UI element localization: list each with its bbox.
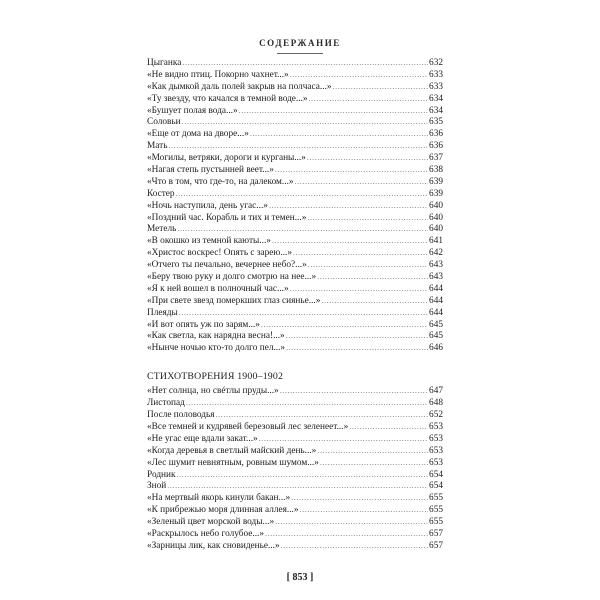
toc-entry <box>147 504 443 516</box>
dot-leader <box>182 116 428 128</box>
dot-leader <box>272 235 428 247</box>
entry-page: 640 <box>429 200 443 211</box>
entry-title: После половодья <box>147 410 215 421</box>
entry-title: «Когда деревья в светлый майский день...» <box>147 445 317 456</box>
entry-title: «Беру твою руку и долго смотрю на нее...» <box>147 272 317 283</box>
toc-entry <box>147 307 443 319</box>
dot-leader <box>177 223 428 235</box>
dot-leader <box>250 128 428 140</box>
toc-entry <box>147 235 443 247</box>
dot-leader <box>293 247 428 259</box>
toc-entry <box>147 200 443 212</box>
entry-page: 654 <box>429 469 443 480</box>
dot-leader <box>290 69 428 81</box>
toc-entry <box>147 457 443 469</box>
entry-page: 647 <box>429 386 443 397</box>
entry-page: 657 <box>429 528 443 539</box>
entry-title: «Зарницы лик, как сновиденье...» <box>147 540 280 551</box>
entry-page: 645 <box>429 319 443 330</box>
entry-title: «К прибрежью моря длинная аллея...» <box>147 505 299 516</box>
toc-list-1 <box>147 57 443 354</box>
toc-entry <box>147 540 443 552</box>
toc-entry <box>147 93 443 105</box>
entry-title: «Что в том, что где-то, на далеком...» <box>147 176 294 187</box>
entry-page: 655 <box>429 493 443 504</box>
entry-title: Костер <box>147 188 175 199</box>
dot-leader <box>177 469 429 481</box>
entry-page: 636 <box>429 129 443 140</box>
entry-page: 657 <box>429 540 443 551</box>
entry-title: «Как дымкой даль полей закрыв на полчаса...» <box>147 81 332 92</box>
entry-page: 635 <box>429 117 443 128</box>
dot-leader <box>281 540 428 552</box>
entry-page: 637 <box>429 153 443 164</box>
dot-leader <box>290 283 428 295</box>
entry-title: Цыганка <box>147 58 182 68</box>
dot-leader <box>286 330 428 342</box>
toc-entry <box>147 397 443 409</box>
toc-entry <box>147 247 443 259</box>
dot-leader <box>182 57 428 69</box>
entry-title: «Ту звезду, что качался в темной воде...» <box>147 93 308 104</box>
entry-page: 654 <box>429 481 443 492</box>
toc-entry <box>147 433 443 445</box>
dot-leader <box>320 457 428 469</box>
entry-title: «Могилы, ветряки, дороги и курганы...» <box>147 153 306 164</box>
toc-entry <box>147 164 443 176</box>
toc-entry <box>147 212 443 224</box>
toc-entry <box>147 342 443 354</box>
entry-page: 653 <box>429 457 443 468</box>
dot-leader <box>179 307 428 319</box>
toc-list-2 <box>147 385 443 551</box>
entry-title: Родник <box>147 469 176 480</box>
entry-page: 645 <box>429 331 443 342</box>
toc-entry <box>147 140 443 152</box>
toc-entry <box>147 409 443 421</box>
dot-leader <box>300 504 429 516</box>
dot-leader <box>186 397 428 409</box>
entry-page: 633 <box>429 81 443 92</box>
entry-title: «Все темней и кудрявей березовый лес зеленеет...» <box>147 421 349 432</box>
entry-page: 648 <box>429 398 443 409</box>
toc-entry <box>147 57 443 69</box>
entry-page: 640 <box>429 212 443 223</box>
dot-leader <box>239 105 428 117</box>
table-of-contents <box>147 57 443 552</box>
entry-title: «Христос воскрес! Опять с зарею...» <box>147 248 292 259</box>
entry-title: «Бушует полая вода...» <box>147 105 238 116</box>
toc-entry <box>147 128 443 140</box>
entry-title: «Ночь наступила, день угас...» <box>147 200 268 211</box>
dot-leader <box>317 271 428 283</box>
entry-page: 653 <box>429 445 443 456</box>
dot-leader <box>261 319 428 331</box>
dot-leader <box>309 93 428 105</box>
dot-leader <box>269 200 428 212</box>
entry-page: 644 <box>429 295 443 306</box>
entry-title: «В окошко из темной каюты...» <box>147 236 271 247</box>
entry-page: 643 <box>429 260 443 271</box>
entry-title: «Как светла, как нарядна весна!...» <box>147 331 285 342</box>
entry-title: «Нынче ночью кто-то долго пел...» <box>147 343 286 354</box>
dot-leader <box>259 433 428 445</box>
toc-entry <box>147 385 443 397</box>
entry-page: 652 <box>429 410 443 421</box>
entry-title: Плеяды <box>147 307 178 318</box>
entry-title: «Поздний час. Корабль и тих и темен...» <box>147 212 307 223</box>
entry-title: «Отчего ты печально, вечернее небо?...» <box>147 260 307 271</box>
entry-page: 636 <box>429 141 443 152</box>
toc-entry <box>147 223 443 235</box>
entry-title: «При свете звезд померкших глаз сиянье...» <box>147 295 321 306</box>
entry-page: 655 <box>429 505 443 516</box>
toc-entry <box>147 516 443 528</box>
toc-entry <box>147 81 443 93</box>
toc-entry <box>147 69 443 81</box>
entry-title: Зной <box>147 481 167 492</box>
dot-leader <box>349 421 428 433</box>
entry-page: 640 <box>429 224 443 235</box>
entry-title: «Нет солнца, но свéтлы пруды...» <box>147 386 279 397</box>
entry-page: 639 <box>429 188 443 199</box>
dot-leader <box>307 212 428 224</box>
toc-entry <box>147 188 443 200</box>
dot-leader <box>333 81 429 93</box>
dot-leader <box>168 140 428 152</box>
toc-entry <box>147 469 443 481</box>
entry-title: «Зеленый цвет морской воды...» <box>147 517 275 528</box>
entry-title: «Еще от дома на дворе...» <box>147 129 249 140</box>
toc-entry <box>147 528 443 540</box>
toc-entry <box>147 319 443 331</box>
dot-leader <box>307 152 428 164</box>
entry-page: 634 <box>429 105 443 116</box>
dot-leader <box>275 516 428 528</box>
toc-entry <box>147 295 443 307</box>
toc-entry <box>147 330 443 342</box>
running-header: СОДЕРЖАНИЕ <box>259 38 341 48</box>
toc-entry <box>147 445 443 457</box>
dot-leader <box>275 164 428 176</box>
entry-page: 638 <box>429 165 443 176</box>
entry-title: «Нагая степь пустынней веет...» <box>147 165 274 176</box>
entry-page: 642 <box>429 248 443 259</box>
toc-entry <box>147 283 443 295</box>
dot-leader <box>216 409 428 421</box>
dot-leader <box>317 445 428 457</box>
entry-title: Метель <box>147 224 177 235</box>
entry-page: 646 <box>429 343 443 354</box>
toc-entry <box>147 116 443 128</box>
dot-leader <box>291 492 428 504</box>
entry-title: Мать <box>147 141 168 152</box>
entry-title: «Раскрылось небо голубое...» <box>147 528 265 539</box>
entry-title: «Я к ней вошел в полночный час...» <box>147 283 289 294</box>
entry-title: «Не угас еще вдали закат...» <box>147 433 258 444</box>
toc-entry <box>147 152 443 164</box>
dot-leader <box>176 188 428 200</box>
entry-page: 632 <box>429 58 443 68</box>
dot-leader <box>308 259 428 271</box>
toc-entry <box>147 271 443 283</box>
toc-entry <box>147 492 443 504</box>
dot-leader <box>286 342 428 354</box>
entry-page: 643 <box>429 272 443 283</box>
entry-page: 655 <box>429 517 443 528</box>
toc-entry <box>147 259 443 271</box>
entry-page: 644 <box>429 283 443 294</box>
entry-title: «И вот опять уж по зарям...» <box>147 319 260 330</box>
dot-leader <box>321 295 428 307</box>
entry-title: Листопад <box>147 398 185 409</box>
dot-leader <box>265 528 428 540</box>
entry-page: 633 <box>429 69 443 80</box>
entry-title: Соловьи <box>147 117 181 128</box>
entry-title: «Лес шумит невнятным, ровным шумом...» <box>147 457 319 468</box>
dot-leader <box>295 176 429 188</box>
toc-entry <box>147 176 443 188</box>
dot-leader <box>280 385 428 397</box>
entry-page: 639 <box>429 176 443 187</box>
entry-page: 641 <box>429 236 443 247</box>
toc-entry <box>147 421 443 433</box>
entry-page: 644 <box>429 307 443 318</box>
toc-entry <box>147 105 443 117</box>
entry-title: «На мертвый якорь кинули бакан...» <box>147 493 291 504</box>
entry-page: 634 <box>429 93 443 104</box>
entry-title: «Не видно птиц. Покорно чахнет...» <box>147 69 289 80</box>
entry-page: 653 <box>429 421 443 432</box>
section-title: СТИХОТВОРЕНИЯ 1900–1902 <box>147 371 284 383</box>
toc-entry <box>147 480 443 492</box>
dot-leader <box>167 480 428 492</box>
page-number: [ 853 ] <box>286 572 314 583</box>
entry-page: 653 <box>429 433 443 444</box>
header-rule <box>277 53 323 54</box>
